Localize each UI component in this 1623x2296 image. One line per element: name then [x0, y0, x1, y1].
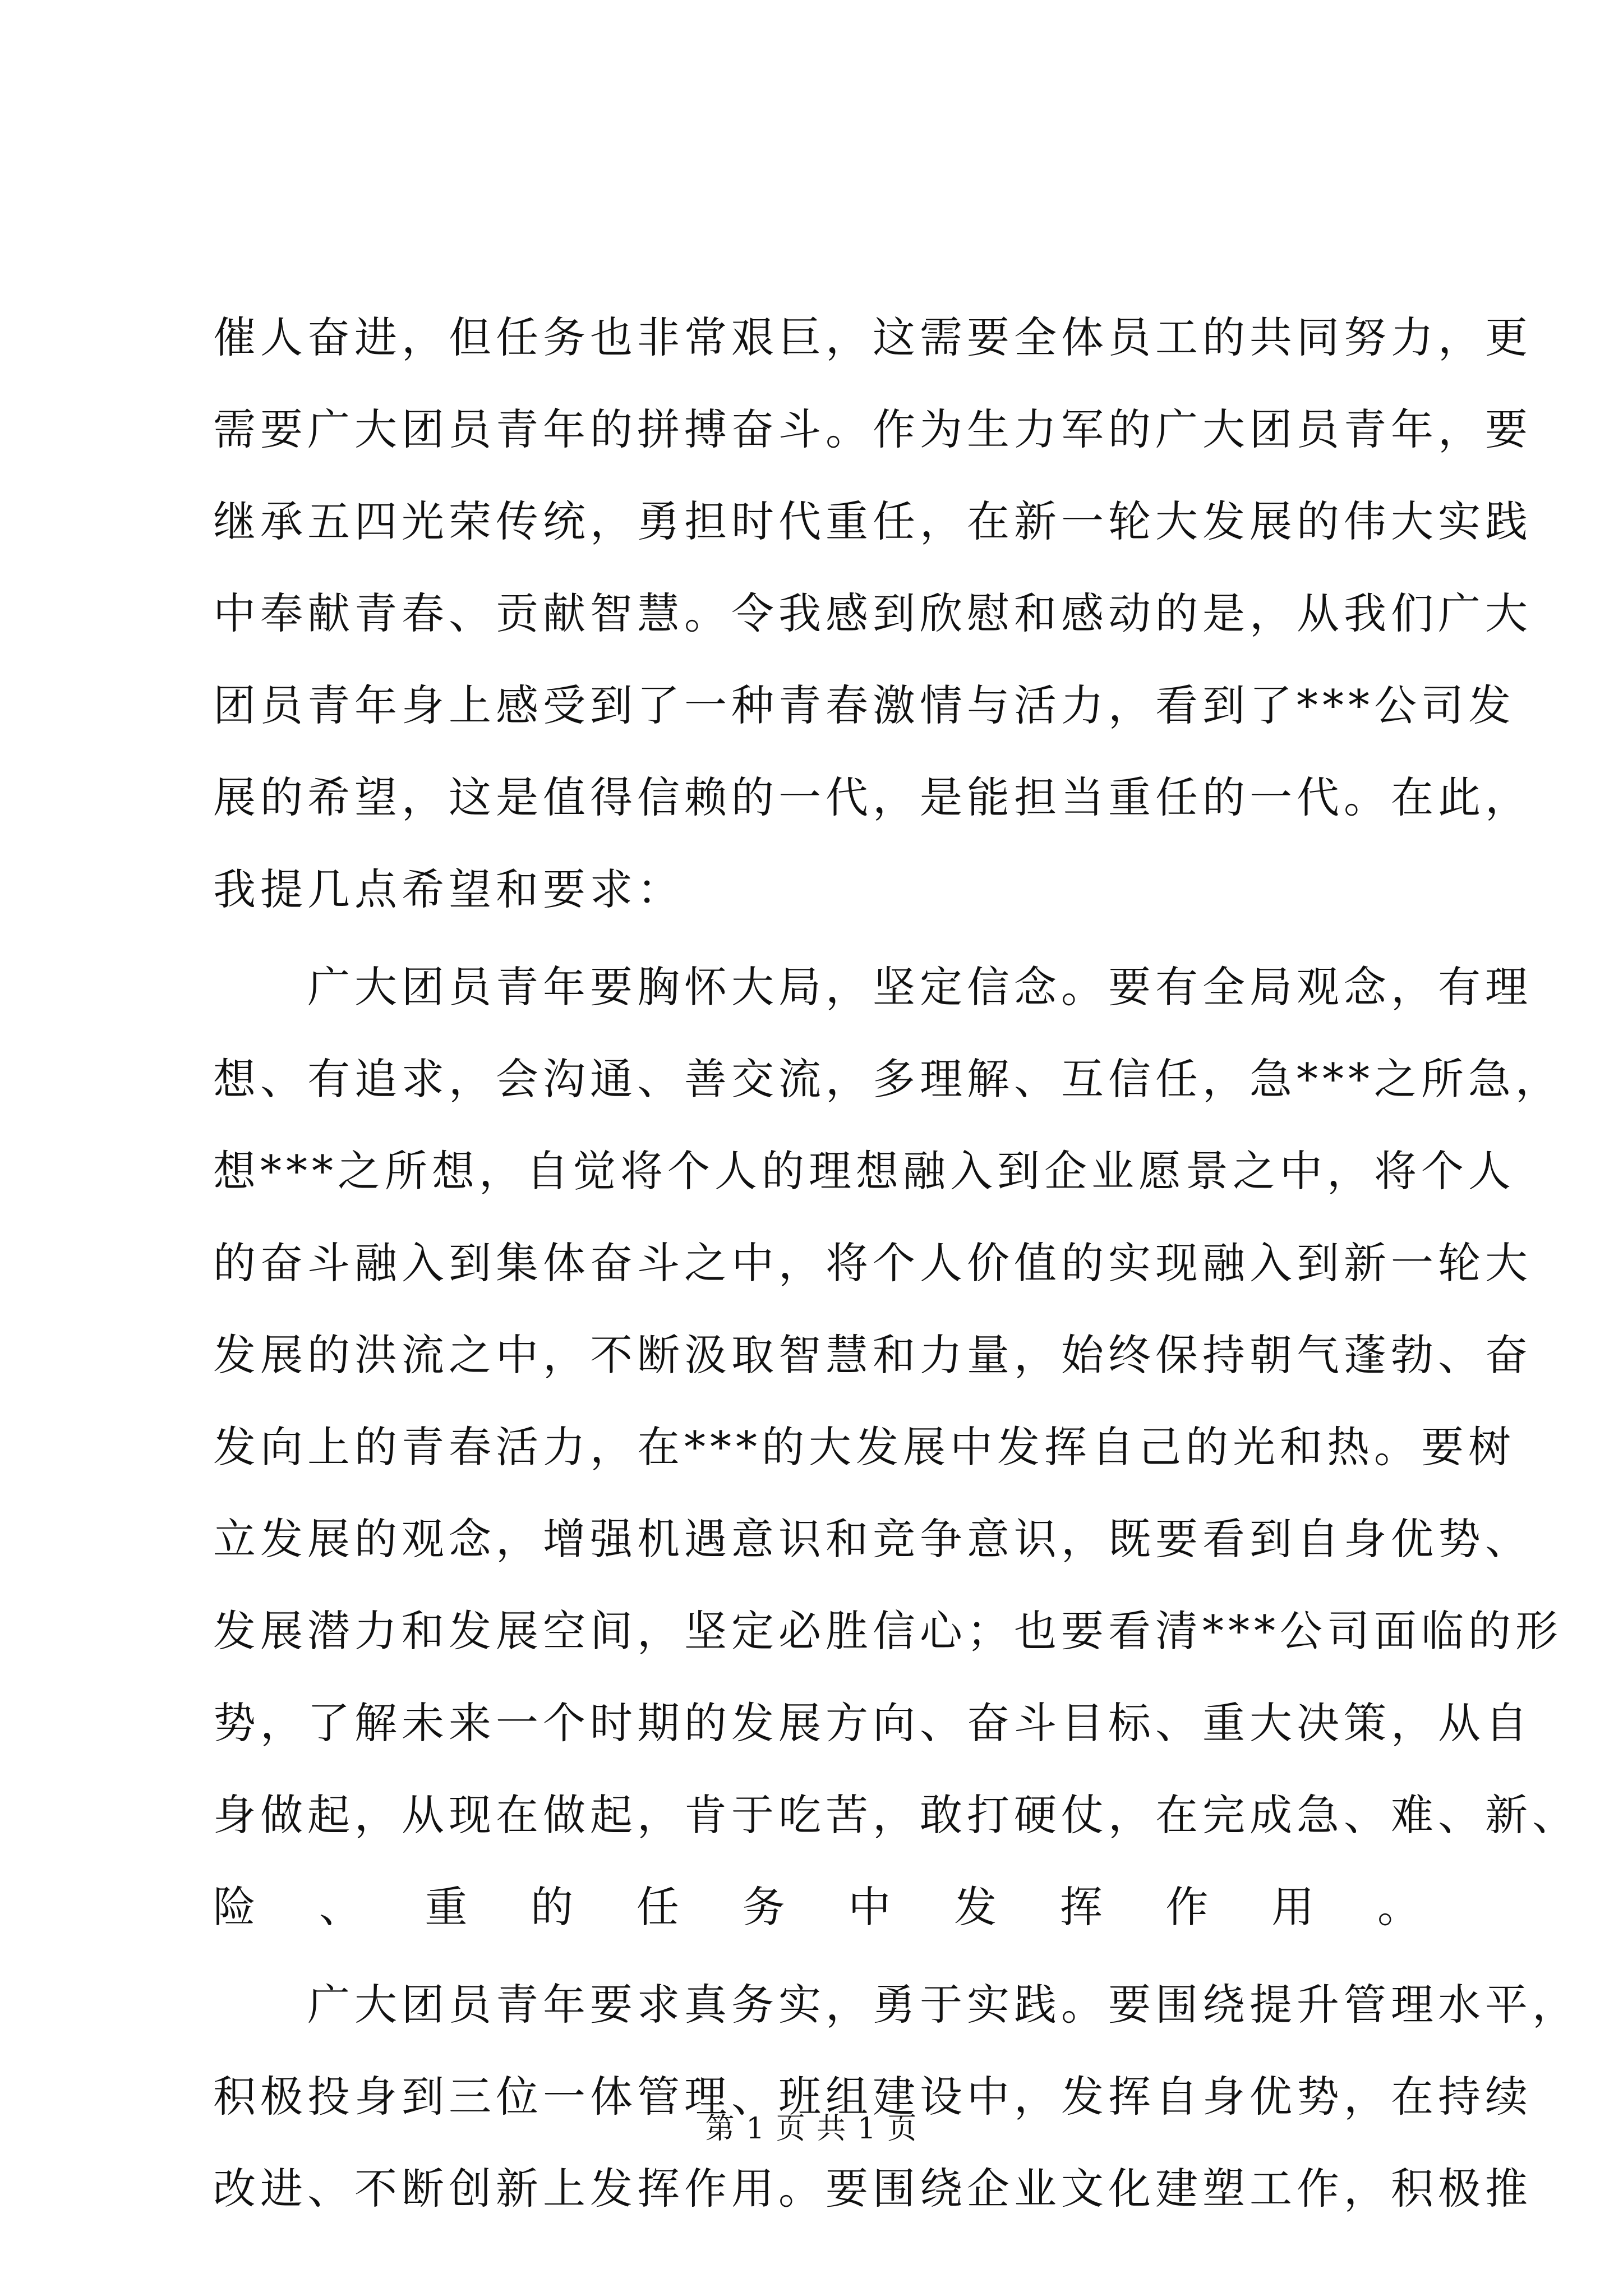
text-line: 发展的洪流之中，不断汲取智慧和力量，始终保持朝气蓬勃、奋	[213, 1330, 1532, 1380]
text-line: 需要广大团员青年的拼搏奋斗。作为生力军的广大团员青年，要	[213, 404, 1532, 454]
text-line: 积极投身到三位一体管理、班组建设中，发挥自身优势，在持续	[213, 2072, 1532, 2122]
text-line: 展的希望，这是值得信赖的一代，是能担当重任的一代。在此，	[213, 772, 1532, 822]
text-line: 立发展的观念，增强机遇意识和竞争意识，既要看到自身优势、	[213, 1514, 1532, 1564]
paragraph-gap	[213, 936, 1424, 941]
page-footer	[0, 2105, 1623, 2147]
text-line: 改进、不断创新上发挥作用。要围绕企业文化建塑工作，积极推	[213, 2164, 1532, 2214]
text-line: 想***之所想，自觉将个人的理想融入到企业愿景之中，将个人	[213, 1146, 1515, 1196]
text-line: 中奉献青春、贡献智慧。令我感到欣慰和感动的是，从我们广大	[213, 588, 1532, 638]
text-line: 险、重的任务中发挥作用。	[213, 1882, 1424, 1932]
text-line: 的奋斗融入到集体奋斗之中，将个人价值的实现融入到新一轮大	[213, 1238, 1532, 1288]
paragraph-2	[213, 941, 1579, 1953]
text-line: 广大团员青年要求真务实，勇于实践。要围绕提升管理水平，	[307, 1980, 1579, 2030]
document-body	[213, 292, 1579, 2235]
text-line: 继承五四光荣传统，勇担时代重任，在新一轮大发展的伟大实践	[213, 496, 1532, 546]
text-line: 身做起，从现在做起，肯于吃苦，敢打硬仗，在完成急、难、新、	[213, 1790, 1579, 1840]
text-line: 催人奋进，但任务也非常艰巨，这需要全体员工的共同努力，更	[213, 312, 1532, 362]
text-line: 团员青年身上感受到了一种青春激情与活力，看到了***公司发	[213, 680, 1515, 730]
paragraph-3	[213, 1959, 1579, 2235]
text-line: 广大团员青年要胸怀大局，坚定信念。要有全局观念，有理	[307, 962, 1532, 1012]
text-line: 想、有追求，会沟通、善交流，多理解、互信任，急***之所急，	[213, 1054, 1562, 1104]
text-line: 发向上的青春活力，在***的大发展中发挥自己的光和热。要树	[213, 1422, 1515, 1472]
text-line: 发展潜力和发展空间，坚定必胜信心；也要看清***公司面临的形	[213, 1606, 1562, 1656]
page-number-label: 第 1 页 共 1 页	[705, 2112, 918, 2146]
text-line: 我提几点希望和要求：	[213, 864, 684, 914]
paragraph-gap	[213, 1953, 1424, 1959]
text-line: 势，了解未来一个时期的发展方向、奋斗目标、重大决策，从自	[213, 1698, 1532, 1748]
paragraph-1	[213, 292, 1532, 936]
